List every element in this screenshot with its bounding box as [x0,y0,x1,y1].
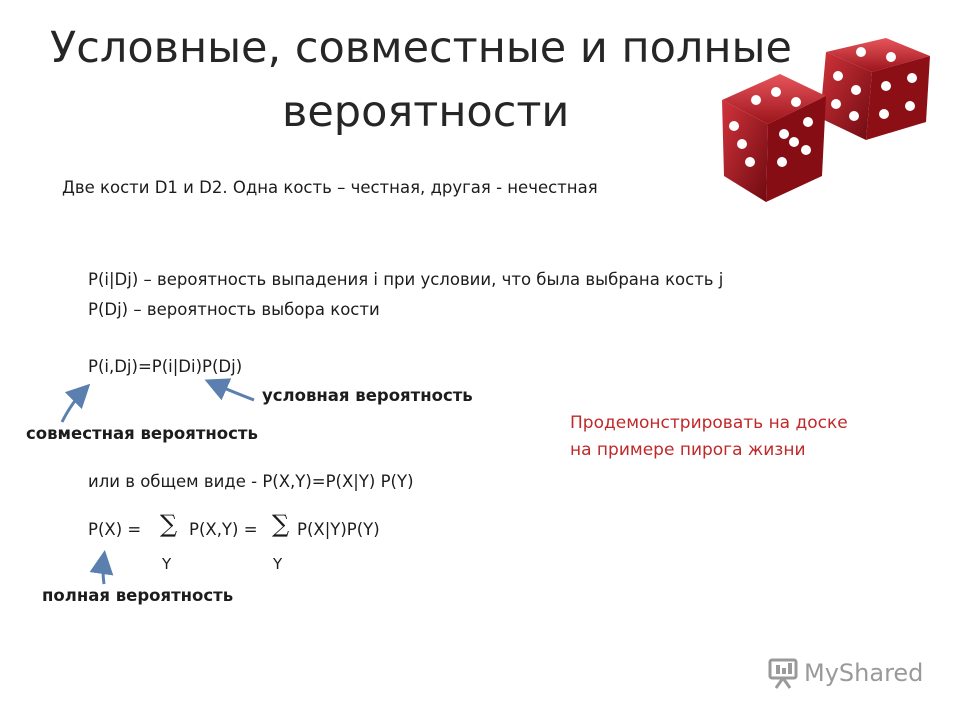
label-total-probability: полная вероятность [42,586,234,605]
definition-prior: P(Dj) – вероятность выбора кости [88,300,380,319]
arrow-to-joint [62,388,86,422]
sigma-subscript: Y [273,555,283,573]
slide-title-line2: вероятности [282,87,570,137]
label-conditional-probability: условная вероятность [262,386,473,405]
total-formula-lhs: P(X) = [88,520,142,539]
label-joint-probability: совместная вероятность [26,424,258,443]
total-formula-middle: P(X,Y) = [189,520,258,539]
myshared-logo-text: MyShared [804,659,924,687]
sigma-subscript: Y [162,555,172,573]
slide-title-line1: Условные, совместные и полные [50,23,792,73]
presentation-icon [768,657,798,689]
dice-image [716,30,948,220]
arrow-to-total [103,556,104,584]
arrow-to-conditional [210,382,254,400]
general-form-formula: или в общем виде - P(X,Y)=P(X|Y) P(Y) [88,472,414,491]
sigma-symbol: ∑ [160,510,178,538]
note-demonstrate: Продемонстрировать на доске на примере пирога жизни [570,413,848,460]
sigma-symbol: ∑ [272,510,290,538]
total-formula-rhs: P(X|Y)P(Y) [297,520,380,539]
intro-text: Две кости D1 и D2. Одна кость – честная, другая - нечестная [62,178,598,197]
definition-conditional: P(i|Dj) – вероятность выпадения i при условии, что была выбрана кость j [88,270,724,289]
formula-joint: P(i,Dj)=P(i|Di)P(Dj) [88,357,243,376]
